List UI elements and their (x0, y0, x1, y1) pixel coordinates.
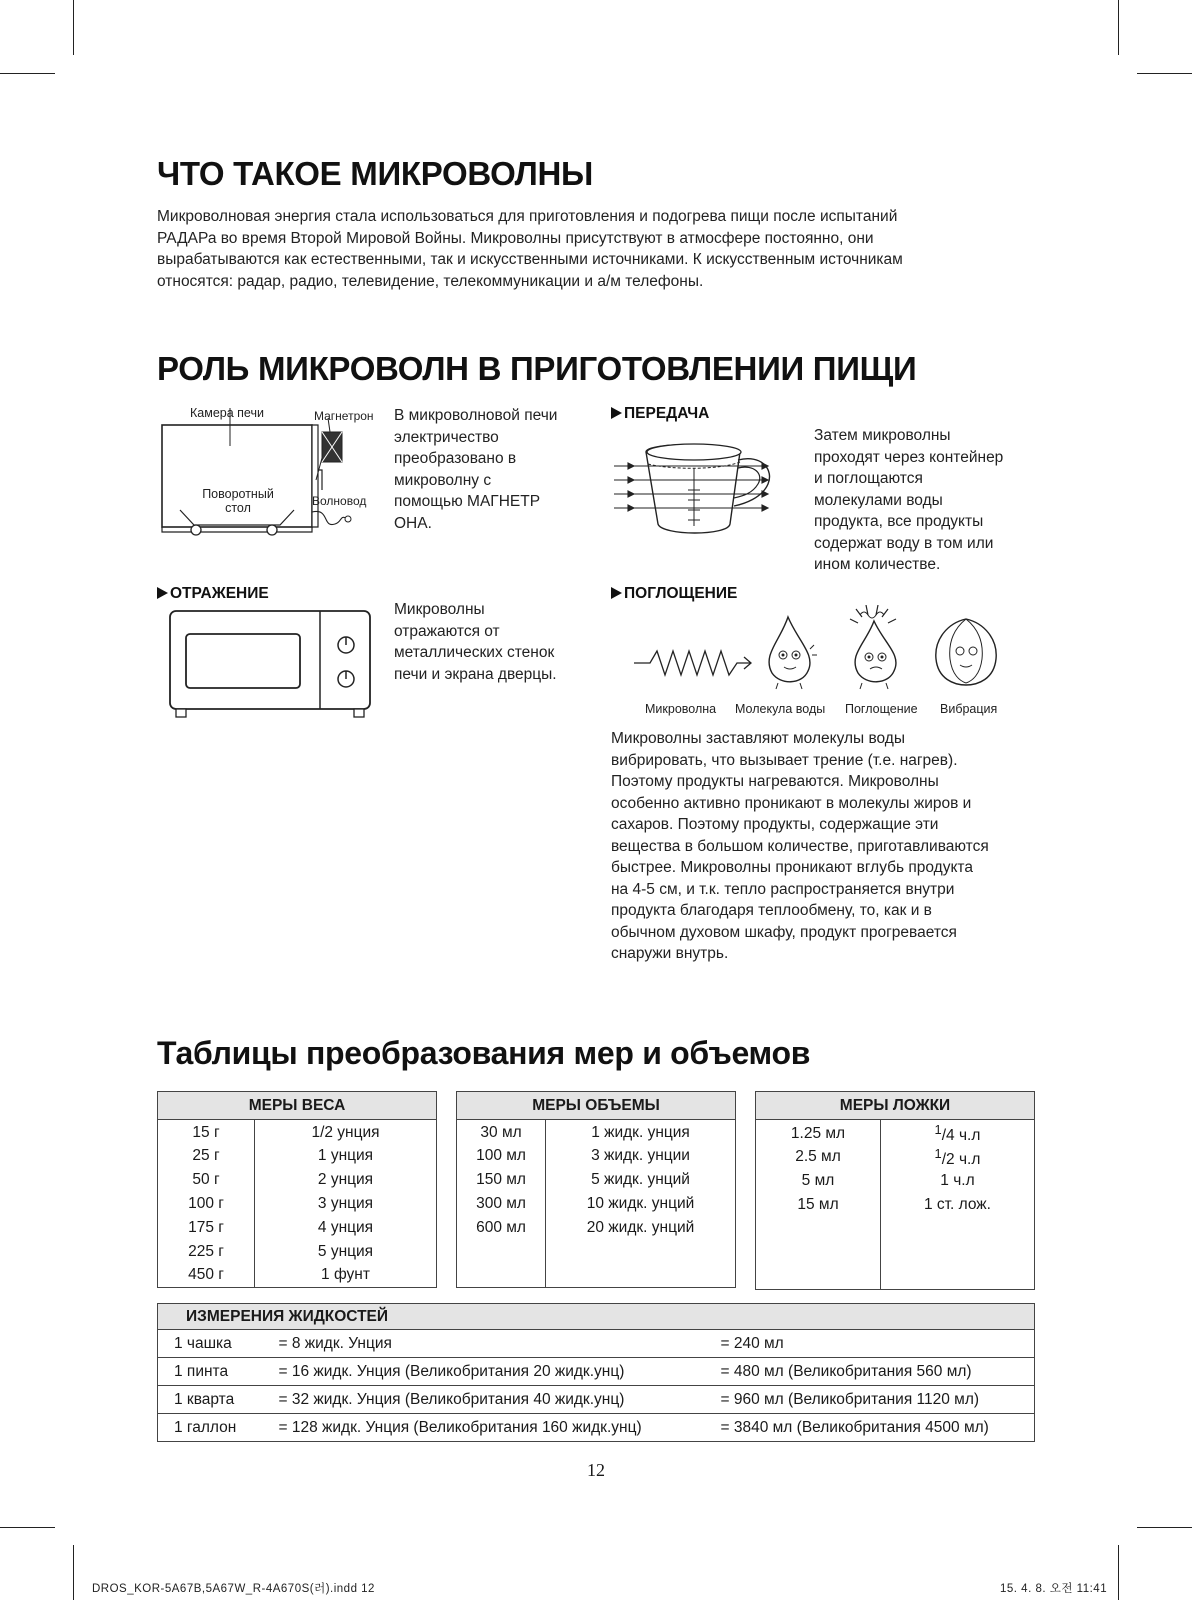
table-row: 100 г 3 унция (158, 1192, 437, 1216)
label-vibration: Вибрация (940, 702, 998, 716)
label-molecule: Молекула воды (735, 702, 826, 716)
crop-mark (0, 73, 55, 74)
label-waveguide: Волновод (312, 494, 367, 508)
table-row: 225 г 5 унция (158, 1240, 437, 1264)
table-row: 5 мл 1 ч.л (756, 1169, 1035, 1193)
microwave-oven-drawing (168, 608, 374, 722)
label-chamber: Камера печи (190, 406, 264, 420)
table-row: 1 кварта = 32 жидк. Унция (Великобритания 40 жидк.унц) = 960 мл (Великобритания 1120 мл) (158, 1386, 1035, 1414)
section-title-microwaves: ЧТО ТАКОЕ МИКРОВОЛНЫ (157, 155, 594, 192)
table-row (457, 1240, 736, 1264)
table-row (756, 1241, 1035, 1265)
table-row: 1 галлон = 128 жидк. Унция (Великобритания 160 жидк.унц) = 3840 мл (Великобритания 4500 мл) (158, 1414, 1035, 1442)
label-absorb: Поглощение (845, 702, 918, 716)
transfer-description: Затем микроволны проходят через контейнер и поглощаются молекулами воды продукта, все продукты содержат воду в том или ином количестве. (814, 427, 1004, 573)
spoon-table (755, 1091, 1035, 1290)
microwave-wave-icon (634, 651, 751, 675)
crop-mark (1118, 1545, 1119, 1600)
table-row: 25 г 1 унция (158, 1144, 437, 1168)
water-molecule-icon (769, 617, 817, 689)
footer-file-info: DROS_KOR-5A67B,5A67W_R-4A670S(러).indd 12 (92, 1583, 375, 1595)
table-row: 1 пинта = 16 жидк. Унция (Великобритания 20 жидк.унц) = 480 мл (Великобритания 560 мл) (158, 1358, 1035, 1386)
weight-table (157, 1091, 437, 1288)
reflection-description: Микроволны отражаются от металлических стенок печи и экрана дверцы. (394, 601, 557, 683)
crop-mark (73, 1545, 74, 1600)
table-row: 600 мл 20 жидк. унций (457, 1216, 736, 1240)
crop-mark (73, 0, 74, 55)
table-row (756, 1217, 1035, 1241)
label-turntable: Поворотный стол (202, 487, 274, 515)
table-row: 30 мл 1 жидк. унция (457, 1120, 736, 1144)
label-magnetron: Магнетрон (314, 409, 374, 423)
heading-transfer: ПЕРЕДАЧА (611, 405, 709, 423)
table-row: 175 г 4 унция (158, 1216, 437, 1240)
measuring-cup-diagram (612, 440, 792, 540)
crop-mark (1118, 0, 1119, 55)
weight-header: МЕРЫ ВЕСА (158, 1092, 437, 1120)
crop-mark (1137, 73, 1192, 74)
absorption-description: Микроволны заставляют молекулы воды вибрировать, что вызывает трение (т.е. нагрев). Поэтому продукты нагреваются. Микроволны особенно активно проникают в молекулы жиров и сахаров. Поэтому продукты, содержащие эти вещества в большом количестве, приготавливаются быстрее. Микроволны проникают вглубь продукта на 4-5 см, и т.к. тепло распространяется внутри продукта благодаря теплообмену, то, как и в обычном духовом шкафу, продукт прогревается снаружи внутрь. (611, 730, 989, 962)
volume-header: МЕРЫ ОБЪЕМЫ (457, 1092, 736, 1120)
spoon-header: МЕРЫ ЛОЖКИ (756, 1092, 1035, 1120)
section-title-role: РОЛЬ МИКРОВОЛН В ПРИГОТОВЛЕНИИ ПИЩИ (157, 350, 917, 387)
intro-paragraph: Микроволновая энергия стала использоваться для приготовления и подогрева пищи после испытаний РАДАРа во время Второй Мировой Войны. Микроволны присутствуют в атмосфере постоянно, они вырабатываются как естественными, так и искусственными источниками. К искусственным источникам относятся: радар, радио, телевидение, телекоммуникации и а/м телефоны. (157, 208, 903, 290)
crop-mark (0, 1527, 55, 1528)
table-row: 450 г 1 фунт (158, 1264, 437, 1288)
table-row: 100 мл 3 жидк. унции (457, 1144, 736, 1168)
page-number: 12 (587, 1460, 605, 1480)
liquid-table (157, 1303, 1035, 1442)
label-wave: Микроволна (645, 702, 717, 716)
absorption-molecule-icon (850, 605, 896, 689)
table-row (756, 1265, 1035, 1289)
table-row: 50 г 2 унция (158, 1168, 437, 1192)
footer-timestamp: 15. 4. 8. 오전 11:41 (1000, 1583, 1108, 1595)
volume-table (456, 1091, 736, 1288)
heading-absorption: ПОГЛОЩЕНИЕ (611, 585, 737, 603)
table-row (457, 1264, 736, 1288)
crop-mark (1137, 1527, 1192, 1528)
table-row: 150 мл 5 жидк. унций (457, 1168, 736, 1192)
section-title-tables: Таблицы преобразования мер и объемов (157, 1035, 811, 1071)
liquid-header: ИЗМЕРЕНИЯ ЖИДКОСТЕЙ (158, 1304, 1035, 1330)
table-row: 15 мл 1 ст. лож. (756, 1193, 1035, 1217)
oven-description: В микроволновой печи электричество преобразовано в микроволну с помощью МАГНЕТР ОНА. (394, 407, 558, 532)
triangle-bullet-icon (157, 587, 168, 599)
table-row: 1.25 мл $^1$/4 ч.л (756, 1120, 1035, 1146)
absorption-diagram (630, 605, 1010, 695)
table-row: 300 мл 10 жидк. унций (457, 1192, 736, 1216)
triangle-bullet-icon (611, 587, 622, 599)
table-row: 15 г 1/2 унция (158, 1120, 437, 1144)
triangle-bullet-icon (611, 407, 622, 419)
table-row: 1 чашка = 8 жидк. Унция = 240 мл (158, 1330, 1035, 1358)
heading-reflection: ОТРАЖЕНИЕ (157, 585, 269, 603)
vibration-molecule-icon (936, 619, 996, 685)
table-row: 2.5 мл $^1$/2 ч.л (756, 1145, 1035, 1169)
